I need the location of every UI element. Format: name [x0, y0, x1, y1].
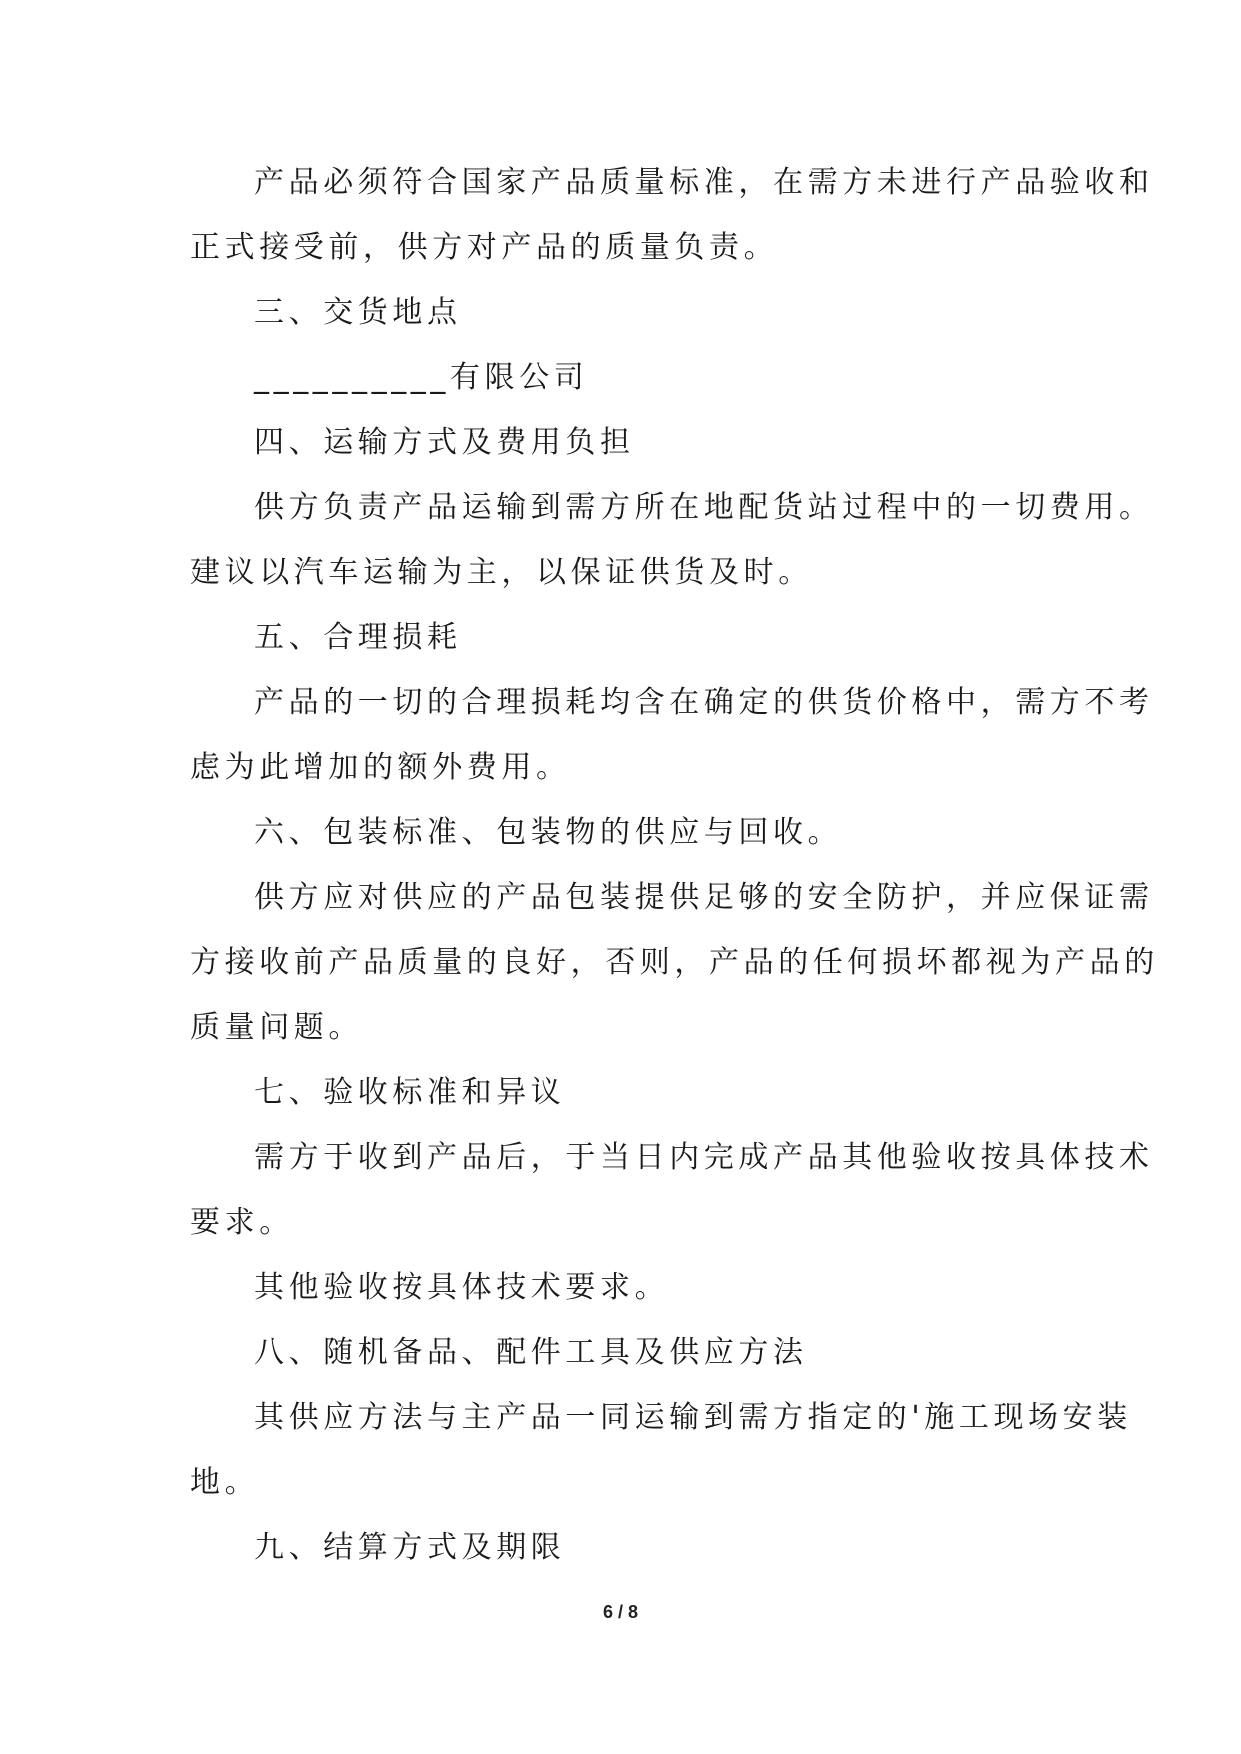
section-heading: 六、包装标准、包装物的供应与回收。	[254, 815, 843, 850]
paragraph-line: 其供应方法与主产品一同运输到需方指定的'施工现场安装	[254, 1400, 1132, 1435]
paragraph-line: 要求。	[190, 1205, 294, 1240]
paragraph-line: 其他验收按具体技术要求。	[254, 1270, 670, 1305]
section-heading: 四、运输方式及费用负担	[254, 425, 635, 460]
paragraph-line: 建议以汽车运输为主，以保证供货及时。	[190, 555, 813, 590]
section-heading: 九、结算方式及期限	[254, 1530, 566, 1565]
paragraph-line: __________有限公司	[254, 360, 589, 395]
section-heading: 三、交货地点	[254, 295, 462, 330]
paragraph-line: 虑为此增加的额外费用。	[190, 750, 571, 785]
section-heading: 五、合理损耗	[254, 620, 462, 655]
section-heading: 八、随机备品、配件工具及供应方法	[254, 1335, 808, 1370]
page-number: 6 / 8	[602, 1602, 639, 1622]
paragraph-line: 地。	[190, 1465, 260, 1500]
paragraph-line: 供方负责产品运输到需方所在地配货站过程中的一切费用。	[254, 490, 1154, 525]
paragraph-line: 供方应对供应的产品包装提供足够的安全防护，并应保证需	[254, 880, 1154, 915]
paragraph-line: 方接收前产品质量的良好，否则，产品的任何损坏都视为产品的	[190, 945, 1159, 980]
paragraph-line: 需方于收到产品后，于当日内完成产品其他验收按具体技术	[254, 1140, 1154, 1175]
paragraph-line: 正式接受前，供方对产品的质量负责。	[190, 230, 779, 265]
section-heading: 七、验收标准和异议	[254, 1075, 566, 1110]
paragraph-line: 质量问题。	[190, 1010, 363, 1045]
paragraph-line: 产品必须符合国家产品质量标准，在需方未进行产品验收和	[254, 165, 1154, 200]
paragraph-line: 产品的一切的合理损耗均含在确定的供货价格中，需方不考	[254, 685, 1154, 720]
